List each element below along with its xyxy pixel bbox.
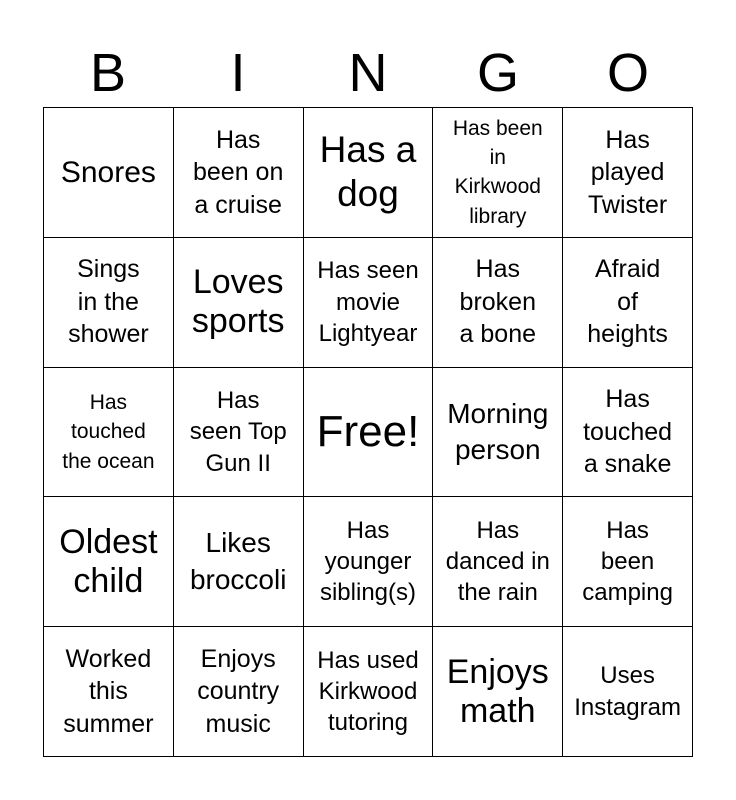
bingo-cell [433,368,563,498]
header-letter-o: O [606,43,649,103]
cell-text: Has been camping [582,517,673,607]
cell-text: Has played Twister [588,125,668,219]
cell-text: Has danced in the rain [445,517,550,607]
cell-text: Has broken a bone [459,255,537,349]
cell-text: Likes broccoli [189,527,287,595]
bingo-cell [563,497,693,627]
header-letter-g: G [476,43,519,103]
bingo-cell [44,497,174,627]
bingo-cell [44,627,174,757]
bingo-cell [433,108,563,238]
bingo-cell [304,108,434,238]
bingo-cell [44,108,174,238]
free-space-text: Free! [316,406,420,456]
cell-text: Has younger sibling(s) [319,517,416,607]
bingo-cell [304,238,434,368]
cell-text: Has touched a snake [583,385,673,479]
bingo-cell [174,627,304,757]
cell-text: Sings in the shower [68,255,149,349]
bingo-cell [563,108,693,238]
bingo-cell [563,368,693,498]
bingo-cell [563,627,693,757]
cell-text: Loves sports [191,263,285,341]
cell-text: Worked this summer [63,644,154,738]
cell-text: Morning person [447,397,549,465]
cell-text: Afraid of heights [587,255,668,349]
bingo-header [43,40,693,106]
cell-text: Uses Instagram [574,662,681,721]
bingo-cell [174,497,304,627]
bingo-cell [433,497,563,627]
cell-text: Has touched the ocean [62,390,155,473]
bingo-cell [174,108,304,238]
cell-text: Oldest child [59,522,158,600]
bingo-board [43,107,693,757]
bingo-cell [304,627,434,757]
bingo-cell [44,238,174,368]
cell-text: Snores [60,155,156,189]
bingo-cell [44,368,174,498]
cell-text: Has been on a cruise [193,125,284,219]
bingo-cell [433,627,563,757]
bingo-cell [433,238,563,368]
cell-text: Has seen Top Gun II [189,387,287,477]
header-letter-i: I [230,43,246,103]
bingo-cell [174,238,304,368]
bingo-cell [563,238,693,368]
cell-text: Has been in Kirkwood library [452,116,543,228]
cell-text: Has used Kirkwood tutoring [317,646,419,737]
cell-text: Enjoys math [446,652,549,730]
cell-text: Enjoys country music [197,644,280,738]
header-letter-b: B [89,43,127,103]
cell-text: Has a dog [319,129,417,215]
bingo-cell [304,497,434,627]
header-letter-n: N [348,43,388,103]
cell-text: Has seen movie Lightyear [317,257,419,347]
free-space-cell [304,368,434,498]
bingo-cell [174,368,304,498]
